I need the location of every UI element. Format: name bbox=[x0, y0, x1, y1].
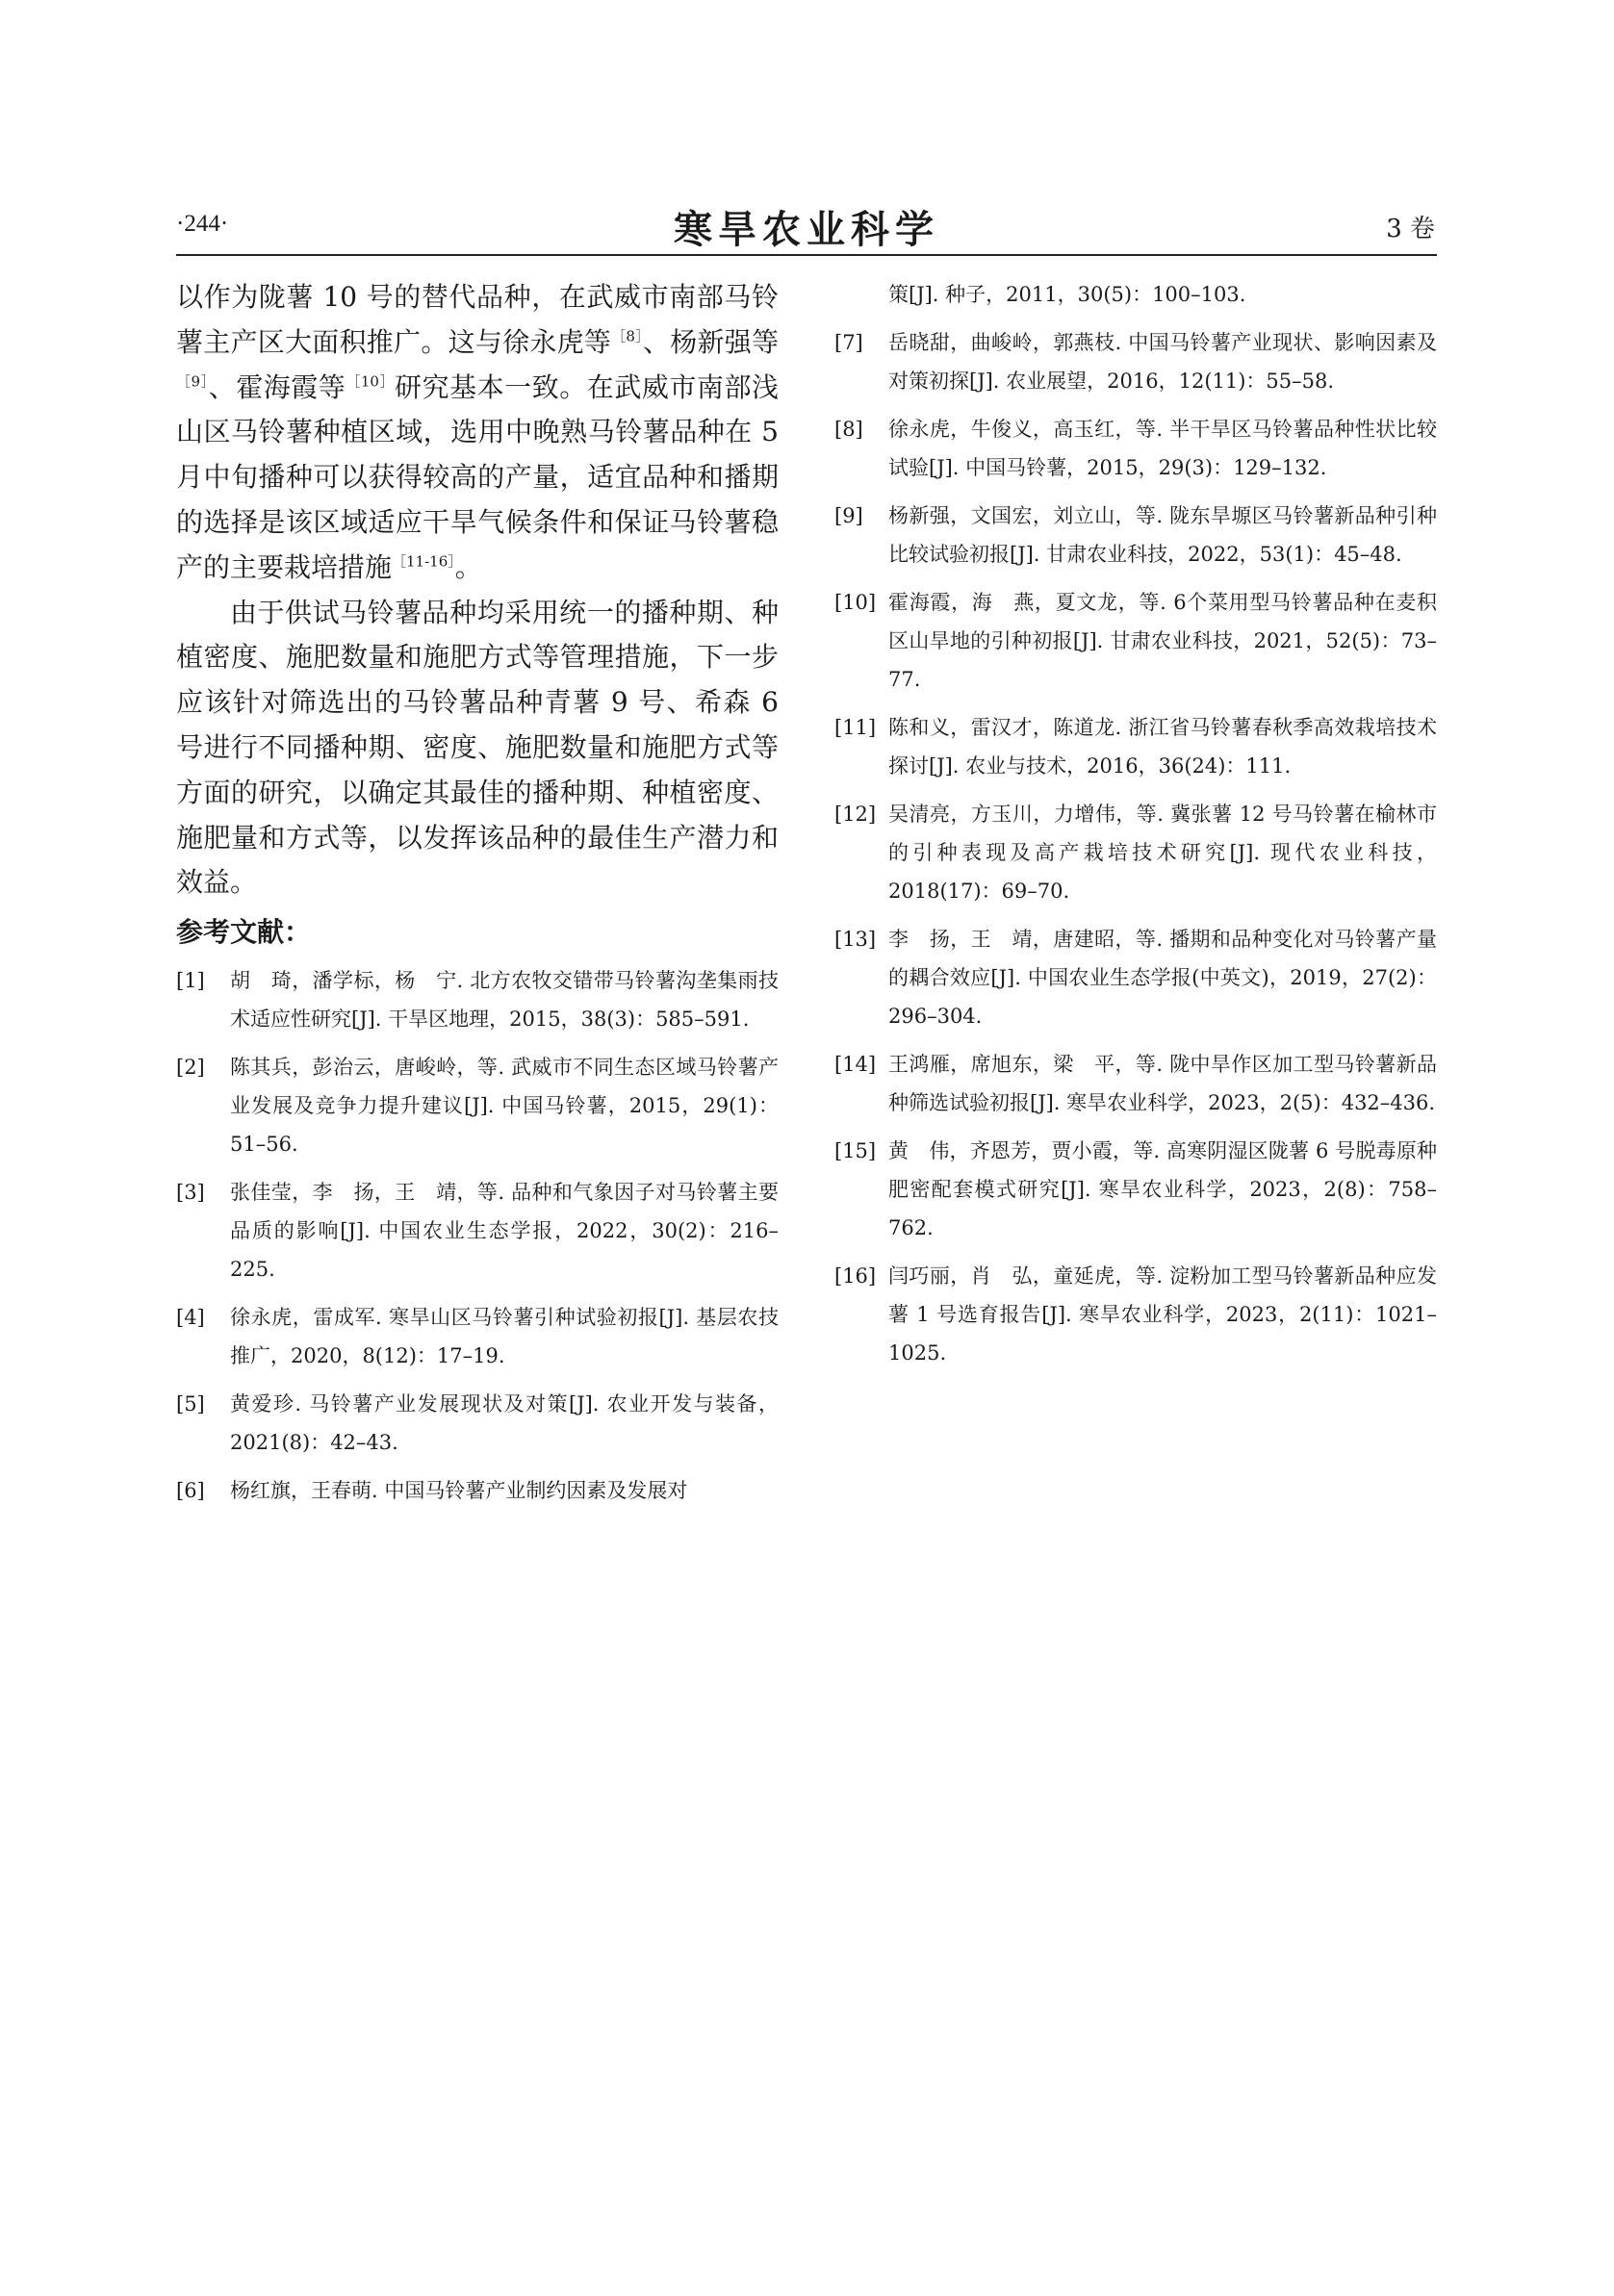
reference-number: [6] bbox=[176, 1479, 205, 1503]
reference-number: [1] bbox=[176, 969, 205, 993]
reference-number: [2] bbox=[176, 1056, 205, 1080]
reference-text: 杨新强，文国宏，刘立山，等. 陇东旱塬区马铃薯新品种引种比较试验初报[J]. 甘肃农业科技，2022，53(1)：45–48. bbox=[888, 504, 1437, 566]
reference-item bbox=[834, 1045, 1437, 1122]
reference-item bbox=[834, 1257, 1437, 1372]
reference-item bbox=[834, 920, 1437, 1035]
reference-number: [5] bbox=[176, 1392, 205, 1416]
references-heading: 参考文献： bbox=[176, 916, 312, 949]
reference-number: [12] bbox=[834, 803, 877, 826]
reference-number: [15] bbox=[834, 1139, 877, 1162]
reference-item bbox=[834, 323, 1437, 400]
reference-text: 张佳莹，李 扬，王 靖，等. 品种和气象因子对马铃薯主要品质的影响[J]. 中国农业生态学报，2022，30(2)：216–225. bbox=[230, 1181, 779, 1282]
reference-text: 徐永虎，雷成军. 寒旱山区马铃薯引种试验初报[J]. 基层农技推广，2020，8(12)：17–19. bbox=[230, 1306, 779, 1368]
reference-list-right bbox=[834, 323, 1437, 1372]
reference-item bbox=[834, 410, 1437, 487]
reference-number: [13] bbox=[834, 928, 877, 951]
citation: ［11-16］ bbox=[392, 552, 455, 571]
reference-number: [14] bbox=[834, 1053, 877, 1076]
reference-item bbox=[176, 1385, 779, 1462]
page-number: ·244· bbox=[176, 211, 229, 237]
reference-item bbox=[834, 1132, 1437, 1247]
reference-text: 杨红旗，王春萌. 中国马铃薯产业制约因素及发展对 bbox=[230, 1479, 688, 1503]
left-column bbox=[176, 275, 779, 1519]
header-rule bbox=[176, 254, 1437, 256]
reference-text: 黄爱珍. 马铃薯产业发展现状及对策[J]. 农业开发与装备，2021(8)：42–43. bbox=[230, 1392, 779, 1455]
reference-text: 胡 琦，潘学标，杨 宁. 北方农牧交错带马铃薯沟垄集雨技术适应性研究[J]. 干旱区地理，2015，38(3)：585–591. bbox=[230, 969, 779, 1032]
citation: ［10］ bbox=[346, 372, 396, 391]
reference-number: [11] bbox=[834, 716, 877, 739]
citation: ［9］ bbox=[176, 372, 209, 391]
reference-item bbox=[834, 795, 1437, 910]
reference-item bbox=[834, 708, 1437, 785]
reference-number: [16] bbox=[834, 1264, 877, 1288]
reference-number: [4] bbox=[176, 1306, 205, 1330]
right-column bbox=[834, 275, 1437, 1382]
reference-number: [8] bbox=[834, 418, 863, 441]
reference-number: [7] bbox=[834, 331, 863, 354]
reference-item bbox=[176, 1173, 779, 1288]
reference-item bbox=[834, 583, 1437, 699]
reference-number: [9] bbox=[834, 504, 863, 527]
body-paragraph-2: 由于供试马铃薯品种均采用统一的播种期、种植密度、施肥数量和施肥方式等管理措施，下一步应该针对筛选出的马铃薯品种青薯 9 号、希森 6 号进行不同播种期、密度、施肥数量和施肥方式等方面的研究，以确定其最佳的播种期、种植密度、施肥量和方式等，以发挥该品种的最佳生产潜力和效益。 bbox=[176, 596, 779, 899]
reference-text: 闫巧丽，肖 弘，童延虎，等. 淀粉加工型马铃薯新品种应发薯 1 号选育报告[J]. 寒旱农业科学，2023，2(11)：1021–1025. bbox=[888, 1264, 1437, 1365]
reference-text: 徐永虎，牛俊义，高玉红，等. 半干旱区马铃薯品种性状比较试验[J]. 中国马铃薯，2015，29(3)：129–132. bbox=[888, 418, 1437, 479]
reference-text: 吴清亮，方玉川，力增伟，等. 冀张薯 12 号马铃薯在榆林市的引种表现及高产栽培技术研究[J]. 现代农业科技，2018(17)：69–70. bbox=[888, 803, 1437, 903]
reference-item bbox=[176, 1471, 779, 1510]
volume-label: 3 卷 bbox=[1386, 215, 1435, 243]
journal-title: 寒旱农业科学 bbox=[674, 207, 939, 252]
page-header bbox=[176, 199, 1437, 251]
reference-text: 陈和义，雷汉才，陈道龙. 浙江省马铃薯春秋季高效栽培技术探讨[J]. 农业与技术，2016，36(24)：111. bbox=[888, 716, 1437, 778]
reference-item bbox=[176, 1298, 779, 1375]
reference-list-left bbox=[176, 961, 779, 1510]
reference-item bbox=[176, 1048, 779, 1163]
reference-text: 霍海霞，海 燕，夏文龙，等. 6个菜用型马铃薯品种在麦积区山旱地的引种初报[J]. 甘肃农业科技，2021，52(5)：73–77. bbox=[888, 591, 1437, 691]
reference-number: [3] bbox=[176, 1181, 205, 1205]
reference-text: 岳晓甜，曲峻岭，郭燕枝. 中国马铃薯产业现状、影响因素及对策初探[J]. 农业展望，2016，12(11)：55–58. bbox=[888, 331, 1437, 393]
reference-item bbox=[176, 961, 779, 1038]
reference-text: 黄 伟，齐恩芳，贾小霞，等. 高寒阴湿区陇薯 6 号脱毒原种肥密配套模式研究[J]. 寒旱农业科学，2023，2(8)：758–762. bbox=[888, 1139, 1437, 1239]
citation: ［8］ bbox=[611, 327, 643, 345]
body-paragraph-1: 以作为陇薯 10 号的替代品种，在武威市南部马铃薯主产区大面积推广。这与徐永虎等$^{[8]}$、杨新强等$^{[9]}$、霍海霞等$^{[10]}$研究基本一致。在武威市南部浅山区马铃薯种植区域，选用中晚熟马铃薯品种在 5 月中旬播种可以获得较高的产量，适宜品种和播期的选择是该区域适应干旱气候条件和保证马铃薯稳产的主要栽培措施$^{[11-16]}$。 bbox=[176, 281, 779, 583]
reference-number: [10] bbox=[834, 591, 877, 614]
reference-continuation: 策[J]. 种子，2011，30(5)：100–103. bbox=[888, 283, 1246, 306]
reference-text: 王鸿雁，席旭东，梁 平，等. 陇中旱作区加工型马铃薯新品种筛选试验初报[J]. 寒旱农业科学，2023，2(5)：432–436. bbox=[888, 1053, 1437, 1114]
reference-item bbox=[834, 497, 1437, 574]
reference-text: 李 扬，王 靖，唐建昭，等. 播期和品种变化对马铃薯产量的耦合效应[J]. 中国农业生态学报(中英文)，2019，27(2)：296–304. bbox=[888, 928, 1437, 1028]
reference-text: 陈其兵，彭治云，唐峻岭，等. 武威市不同生态区域马铃薯产业发展及竞争力提升建议[J]. 中国马铃薯，2015，29(1)：51–56. bbox=[230, 1056, 779, 1157]
